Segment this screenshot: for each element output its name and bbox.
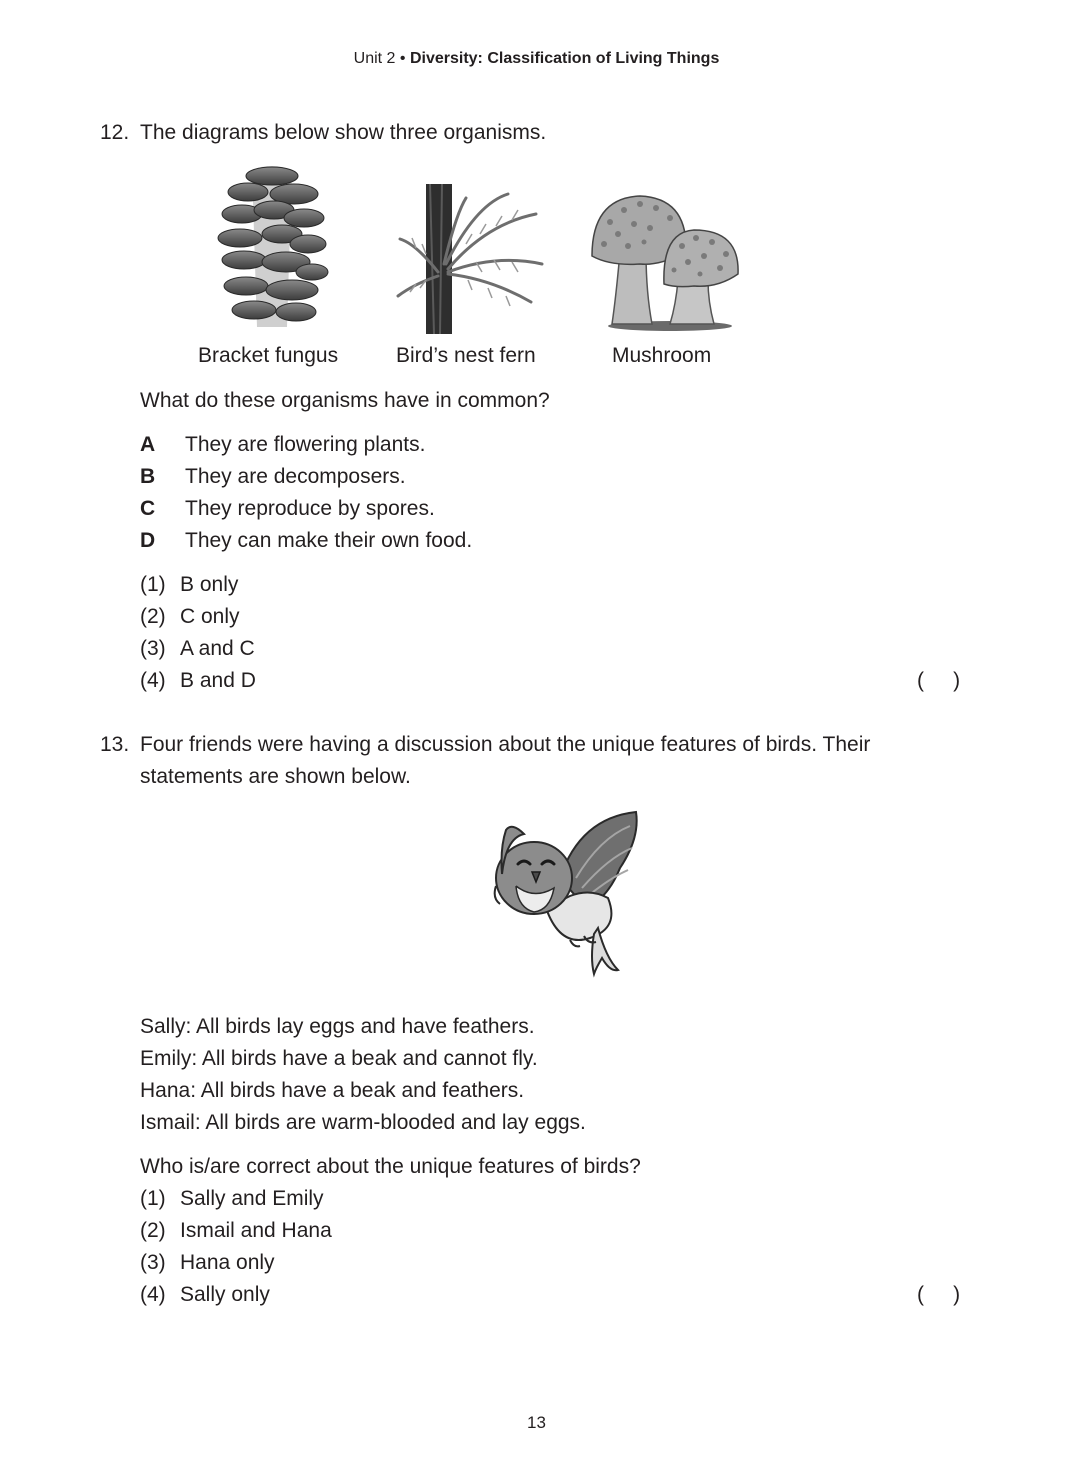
statement-text: They can make their own food.	[185, 529, 473, 552]
q13-question-line	[0, 1151, 1073, 1183]
q12-option-1	[0, 569, 1073, 601]
q12-statement-b	[0, 461, 1073, 493]
q13-statement-emily	[0, 1043, 1073, 1075]
option-text: Ismail and Hana	[180, 1219, 332, 1242]
q13-stem-line-1	[0, 729, 1073, 761]
header-unit: Unit 2 •	[353, 50, 410, 67]
bracket-fungus-image	[212, 162, 332, 330]
statement-letter: A	[140, 433, 156, 456]
bird-image	[490, 808, 646, 978]
statement-text: They are decomposers.	[185, 465, 406, 488]
statement-text: Ismail: All birds are warm-blooded and lay eggs.	[140, 1111, 586, 1134]
q13-number: 13.	[100, 733, 130, 756]
option-number: (4)	[140, 669, 166, 692]
q12-statement-d	[0, 525, 1073, 557]
page-number: 13	[527, 1413, 546, 1432]
statement-letter: C	[140, 497, 156, 520]
statement-text: Sally: All birds lay eggs and have feathers.	[140, 1015, 535, 1038]
q12-statement-a	[0, 429, 1073, 461]
q13-stem-1: Four friends were having a discussion about the unique features of birds. Their	[140, 733, 871, 756]
q13-stem-2: statements are shown below.	[140, 765, 411, 788]
option-text: B and D	[180, 669, 256, 692]
statement-letter: B	[140, 465, 156, 488]
q12-statement-c	[0, 493, 1073, 525]
option-text: Sally and Emily	[180, 1187, 324, 1210]
option-number: (4)	[140, 1283, 166, 1306]
q12-number: 12.	[100, 121, 130, 144]
option-number: (2)	[140, 1219, 166, 1242]
q12-option-4	[0, 665, 1073, 697]
q13-statement-sally	[0, 1011, 1073, 1043]
caption-bracket-fungus: Bracket fungus	[198, 344, 339, 367]
q12-stem: The diagrams below show three organisms.	[140, 121, 547, 144]
statement-text: They are flowering plants.	[185, 433, 426, 456]
option-text: C only	[180, 605, 240, 628]
q12-answer-bracket[interactable]: ( )	[917, 669, 961, 692]
q13-stem-line-2	[0, 761, 1073, 793]
running-header	[0, 50, 1073, 68]
q12-stem-line	[0, 117, 1073, 149]
option-text: Sally only	[180, 1283, 270, 1306]
q13-answer-bracket[interactable]: ( )	[917, 1283, 961, 1306]
q13-option-2	[0, 1215, 1073, 1247]
q13-statement-hana	[0, 1075, 1073, 1107]
q12-question-line	[0, 385, 1073, 417]
statement-text: Emily: All birds have a beak and cannot fly.	[140, 1047, 538, 1070]
q12-question: What do these organisms have in common?	[140, 389, 550, 412]
option-text: B only	[180, 573, 239, 596]
option-text: Hana only	[180, 1251, 275, 1274]
q13-option-4	[0, 1279, 1073, 1311]
option-number: (1)	[140, 573, 166, 596]
option-number: (3)	[140, 1251, 166, 1274]
q13-question: Who is/are correct about the unique features of birds?	[140, 1155, 641, 1178]
option-text: A and C	[180, 637, 255, 660]
option-number: (1)	[140, 1187, 166, 1210]
caption-mushroom: Mushroom	[612, 344, 712, 367]
q12-option-3	[0, 633, 1073, 665]
q13-statement-ismail	[0, 1107, 1073, 1139]
q12-option-2	[0, 601, 1073, 633]
statement-text: Hana: All birds have a beak and feathers.	[140, 1079, 525, 1102]
option-number: (3)	[140, 637, 166, 660]
q13-option-1	[0, 1183, 1073, 1215]
caption-birds-nest-fern: Bird’s nest fern	[396, 344, 536, 367]
option-number: (2)	[140, 605, 166, 628]
birds-nest-fern-image	[396, 184, 544, 334]
statement-letter: D	[140, 529, 156, 552]
mushroom-image	[590, 192, 742, 332]
q13-option-3	[0, 1247, 1073, 1279]
statement-text: They reproduce by spores.	[185, 497, 435, 520]
header-title: Diversity: Classification of Living Things	[409, 50, 720, 67]
